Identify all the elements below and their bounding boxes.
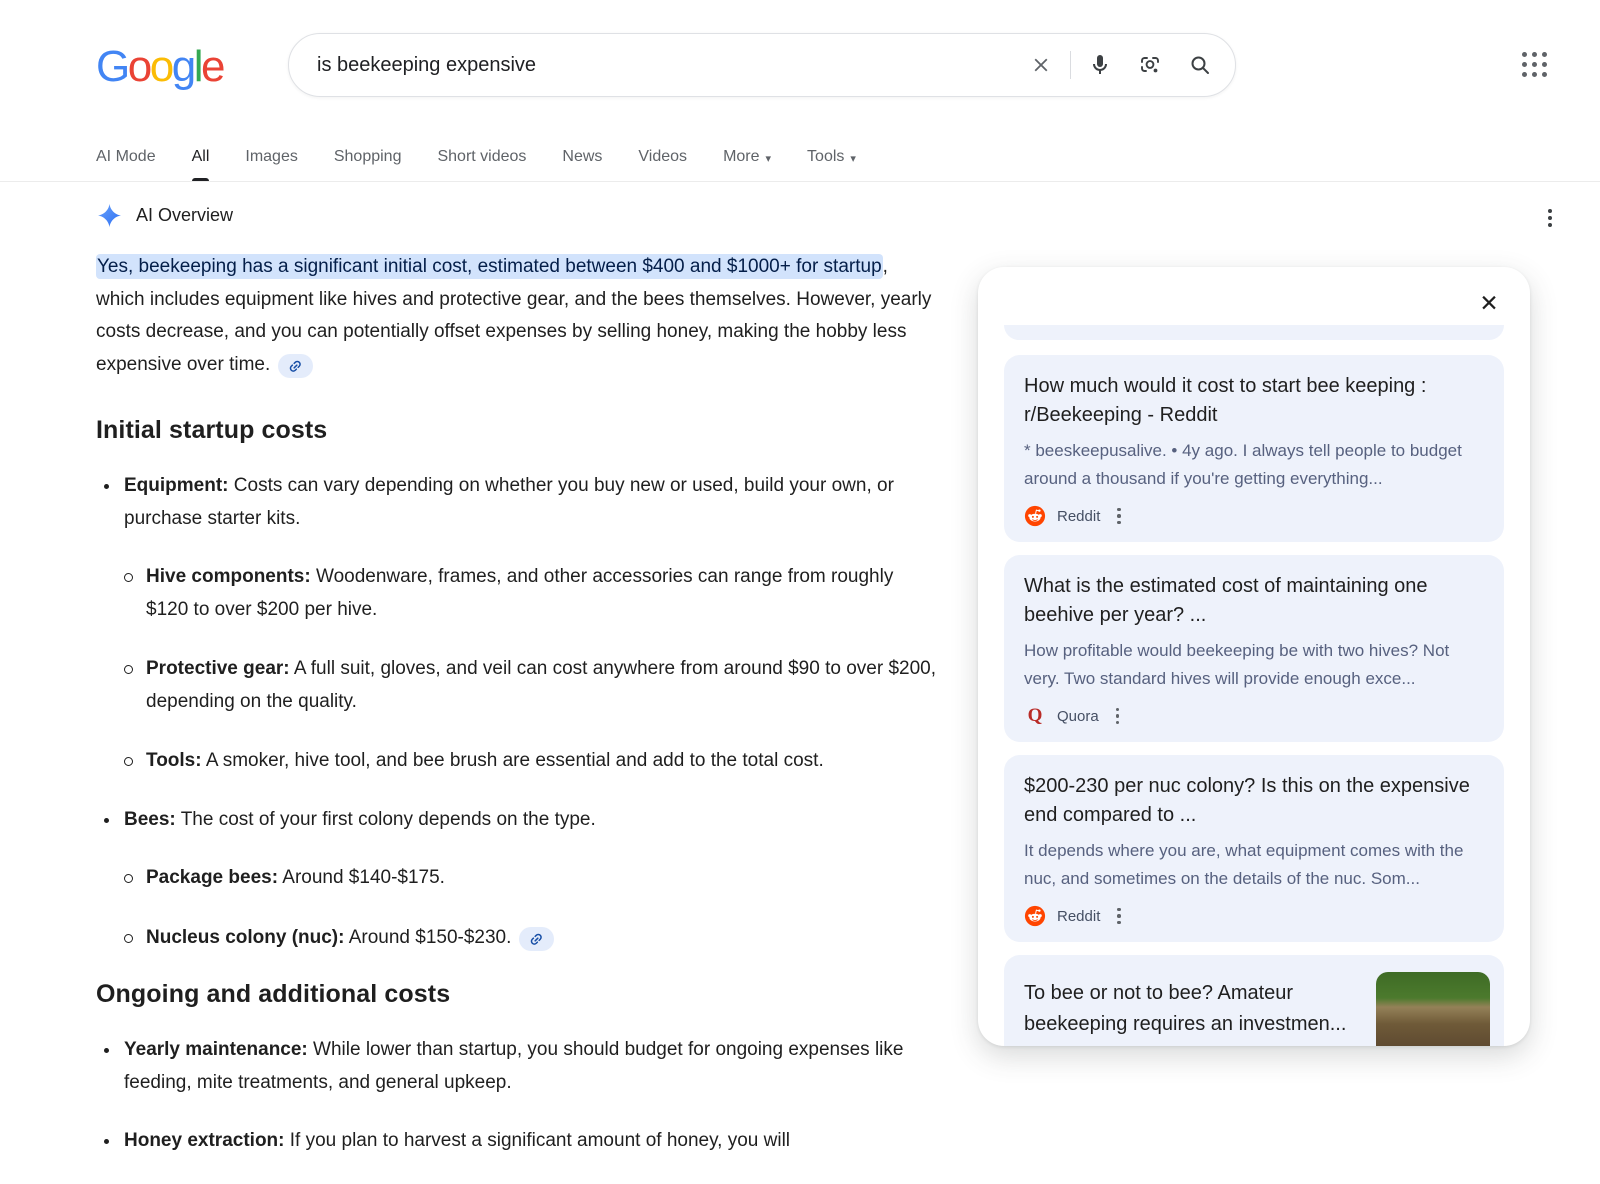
source-card-footer — [1024, 503, 1484, 529]
source-card — [1004, 955, 1504, 1046]
search-bar[interactable] — [288, 33, 1236, 97]
tab-all[interactable]: All — [192, 134, 210, 180]
list-item: Hive components: Woodenware, frames, and other accessories can range from roughly $120 to over $200 per hive. — [124, 561, 936, 626]
search-submit-icon[interactable] — [1175, 41, 1225, 89]
chevron-down-icon: ▾ — [850, 152, 856, 165]
source-card — [1004, 555, 1504, 742]
ai-sparkle-icon — [96, 202, 123, 229]
source-card-snippet: * beeskeepusalive. • 4y ago. I always tell people to budget around a thousand if you're getting everything... — [1024, 441, 1462, 488]
tab-images[interactable]: Images — [245, 148, 298, 165]
overview-paragraph: Yes, beekeeping has a significant initial cost, estimated between $400 and $1000+ for startup, which includes equipment like hives and protective gear, and the bees themselves. However, yearly costs decrease, and you can potentially offset expenses by selling honey, making the hobby less expensive over time. — [96, 251, 936, 381]
card-menu-icon[interactable] — [1117, 508, 1121, 525]
scrolled-card-edge — [1004, 325, 1504, 340]
list-item: Yearly maintenance: While lower than startup, you should budget for ongoing expenses like feeding, mite treatments, and general upkeep. — [96, 1034, 936, 1099]
quora-icon: Q — [1027, 705, 1043, 726]
tab-ai-mode[interactable]: AI Mode — [96, 148, 156, 165]
source-card-footer — [1024, 903, 1484, 929]
source-card-title[interactable]: How much would it cost to start bee keeping : r/Beekeeping - Reddit — [1024, 375, 1427, 426]
header-divider — [0, 181, 1600, 182]
bees-sublist — [124, 862, 936, 954]
search-input[interactable] — [317, 54, 1016, 77]
google-apps-icon[interactable] — [1522, 52, 1548, 78]
lens-camera-icon[interactable] — [1125, 41, 1175, 89]
list-item: Equipment: Costs can vary depending on whether you buy new or used, build your own, or purchase starter kits. Hive components: Woodenware, frames, and other accessories can range from roughly $120 to over $200 per hive. Protective gear: A full suit, gloves, and veil can cost anywhere from around $90 to over $200, depending on the quality. Tools: A smoker, hive tool, and bee brush are essential and add to the total cost. — [96, 470, 936, 778]
close-icon[interactable]: ✕ — [1479, 289, 1499, 316]
section-heading: Ongoing and additional costs — [96, 980, 451, 1008]
source-name[interactable]: Reddit — [1057, 907, 1101, 925]
source-card — [1004, 355, 1504, 542]
section-heading: Initial startup costs — [96, 416, 328, 444]
ongoing-costs-list — [96, 1034, 936, 1158]
reddit-icon — [1024, 505, 1046, 527]
card-menu-icon[interactable] — [1116, 708, 1120, 725]
sources-panel — [978, 267, 1530, 1046]
panel-header — [1004, 281, 1504, 325]
citation-link-chip[interactable] — [278, 354, 313, 378]
source-card-snippet: It depends where you are, what equipment comes with the nuc, and sometimes on the details of the nuc. Som... — [1024, 841, 1464, 888]
google-logo[interactable]: Google — [96, 42, 223, 91]
startup-costs-list — [96, 470, 936, 954]
source-card-title[interactable]: To bee or not to bee? Amateur beekeeping requires an investmen... — [1024, 982, 1347, 1035]
search-divider — [1070, 51, 1071, 79]
tab-short-videos[interactable]: Short videos — [437, 148, 527, 165]
source-card-title[interactable]: What is the estimated cost of maintaining one beehive per year? ... — [1024, 575, 1428, 626]
list-item: Tools: A smoker, hive tool, and bee brush are essential and add to the total cost. — [124, 745, 936, 778]
ai-overview-title: AI Overview — [136, 205, 234, 225]
source-card-snippet: How profitable would beekeeping be with two hives? Not very. Two standard hives will provide enough exce... — [1024, 641, 1450, 688]
source-card-footer — [1024, 703, 1484, 729]
tab-tools[interactable]: Tools ▾ — [807, 148, 856, 165]
card-menu-icon[interactable] — [1117, 908, 1121, 925]
list-item: Honey extraction: If you plan to harvest a significant amount of honey, you will — [96, 1125, 936, 1158]
list-item: Package bees: Around $140-$175. — [124, 862, 936, 895]
result-type-tabs — [96, 134, 856, 180]
reddit-icon — [1024, 905, 1046, 927]
source-card — [1004, 755, 1504, 942]
tab-more[interactable]: More ▾ — [723, 148, 772, 165]
source-name[interactable]: Reddit — [1057, 507, 1101, 525]
chevron-down-icon: ▾ — [765, 152, 772, 165]
clear-search-icon[interactable] — [1016, 41, 1066, 89]
source-card-title[interactable]: $200-230 per nuc colony? Is this on the expensive end compared to ... — [1024, 775, 1470, 826]
ai-overview-content — [96, 251, 936, 1184]
highlighted-claim: Yes, beekeeping has a significant initial cost, estimated between $400 and $1000+ for startup — [97, 256, 882, 277]
citation-link-chip[interactable] — [519, 927, 554, 951]
voice-search-icon[interactable] — [1075, 41, 1125, 89]
tab-news[interactable]: News — [562, 148, 603, 165]
list-item: Bees: The cost of your first colony depends on the type. Package bees: Around $140-$175. Nucleus colony (nuc): Around $150-$230. — [96, 804, 936, 955]
list-item: Protective gear: A full suit, gloves, and veil can cost anywhere from around $90 to over $200, depending on the quality. — [124, 653, 936, 718]
ai-overview-menu-icon[interactable] — [1536, 204, 1564, 232]
ai-overview-header — [96, 202, 233, 229]
source-name[interactable]: Quora — [1057, 707, 1099, 725]
tab-shopping[interactable]: Shopping — [333, 148, 402, 165]
beehive-thumbnail-image — [1376, 972, 1490, 1046]
tab-videos[interactable]: Videos — [638, 148, 688, 165]
equipment-sublist — [124, 561, 936, 778]
list-item: Nucleus colony (nuc): Around $150-$230. — [124, 922, 936, 955]
